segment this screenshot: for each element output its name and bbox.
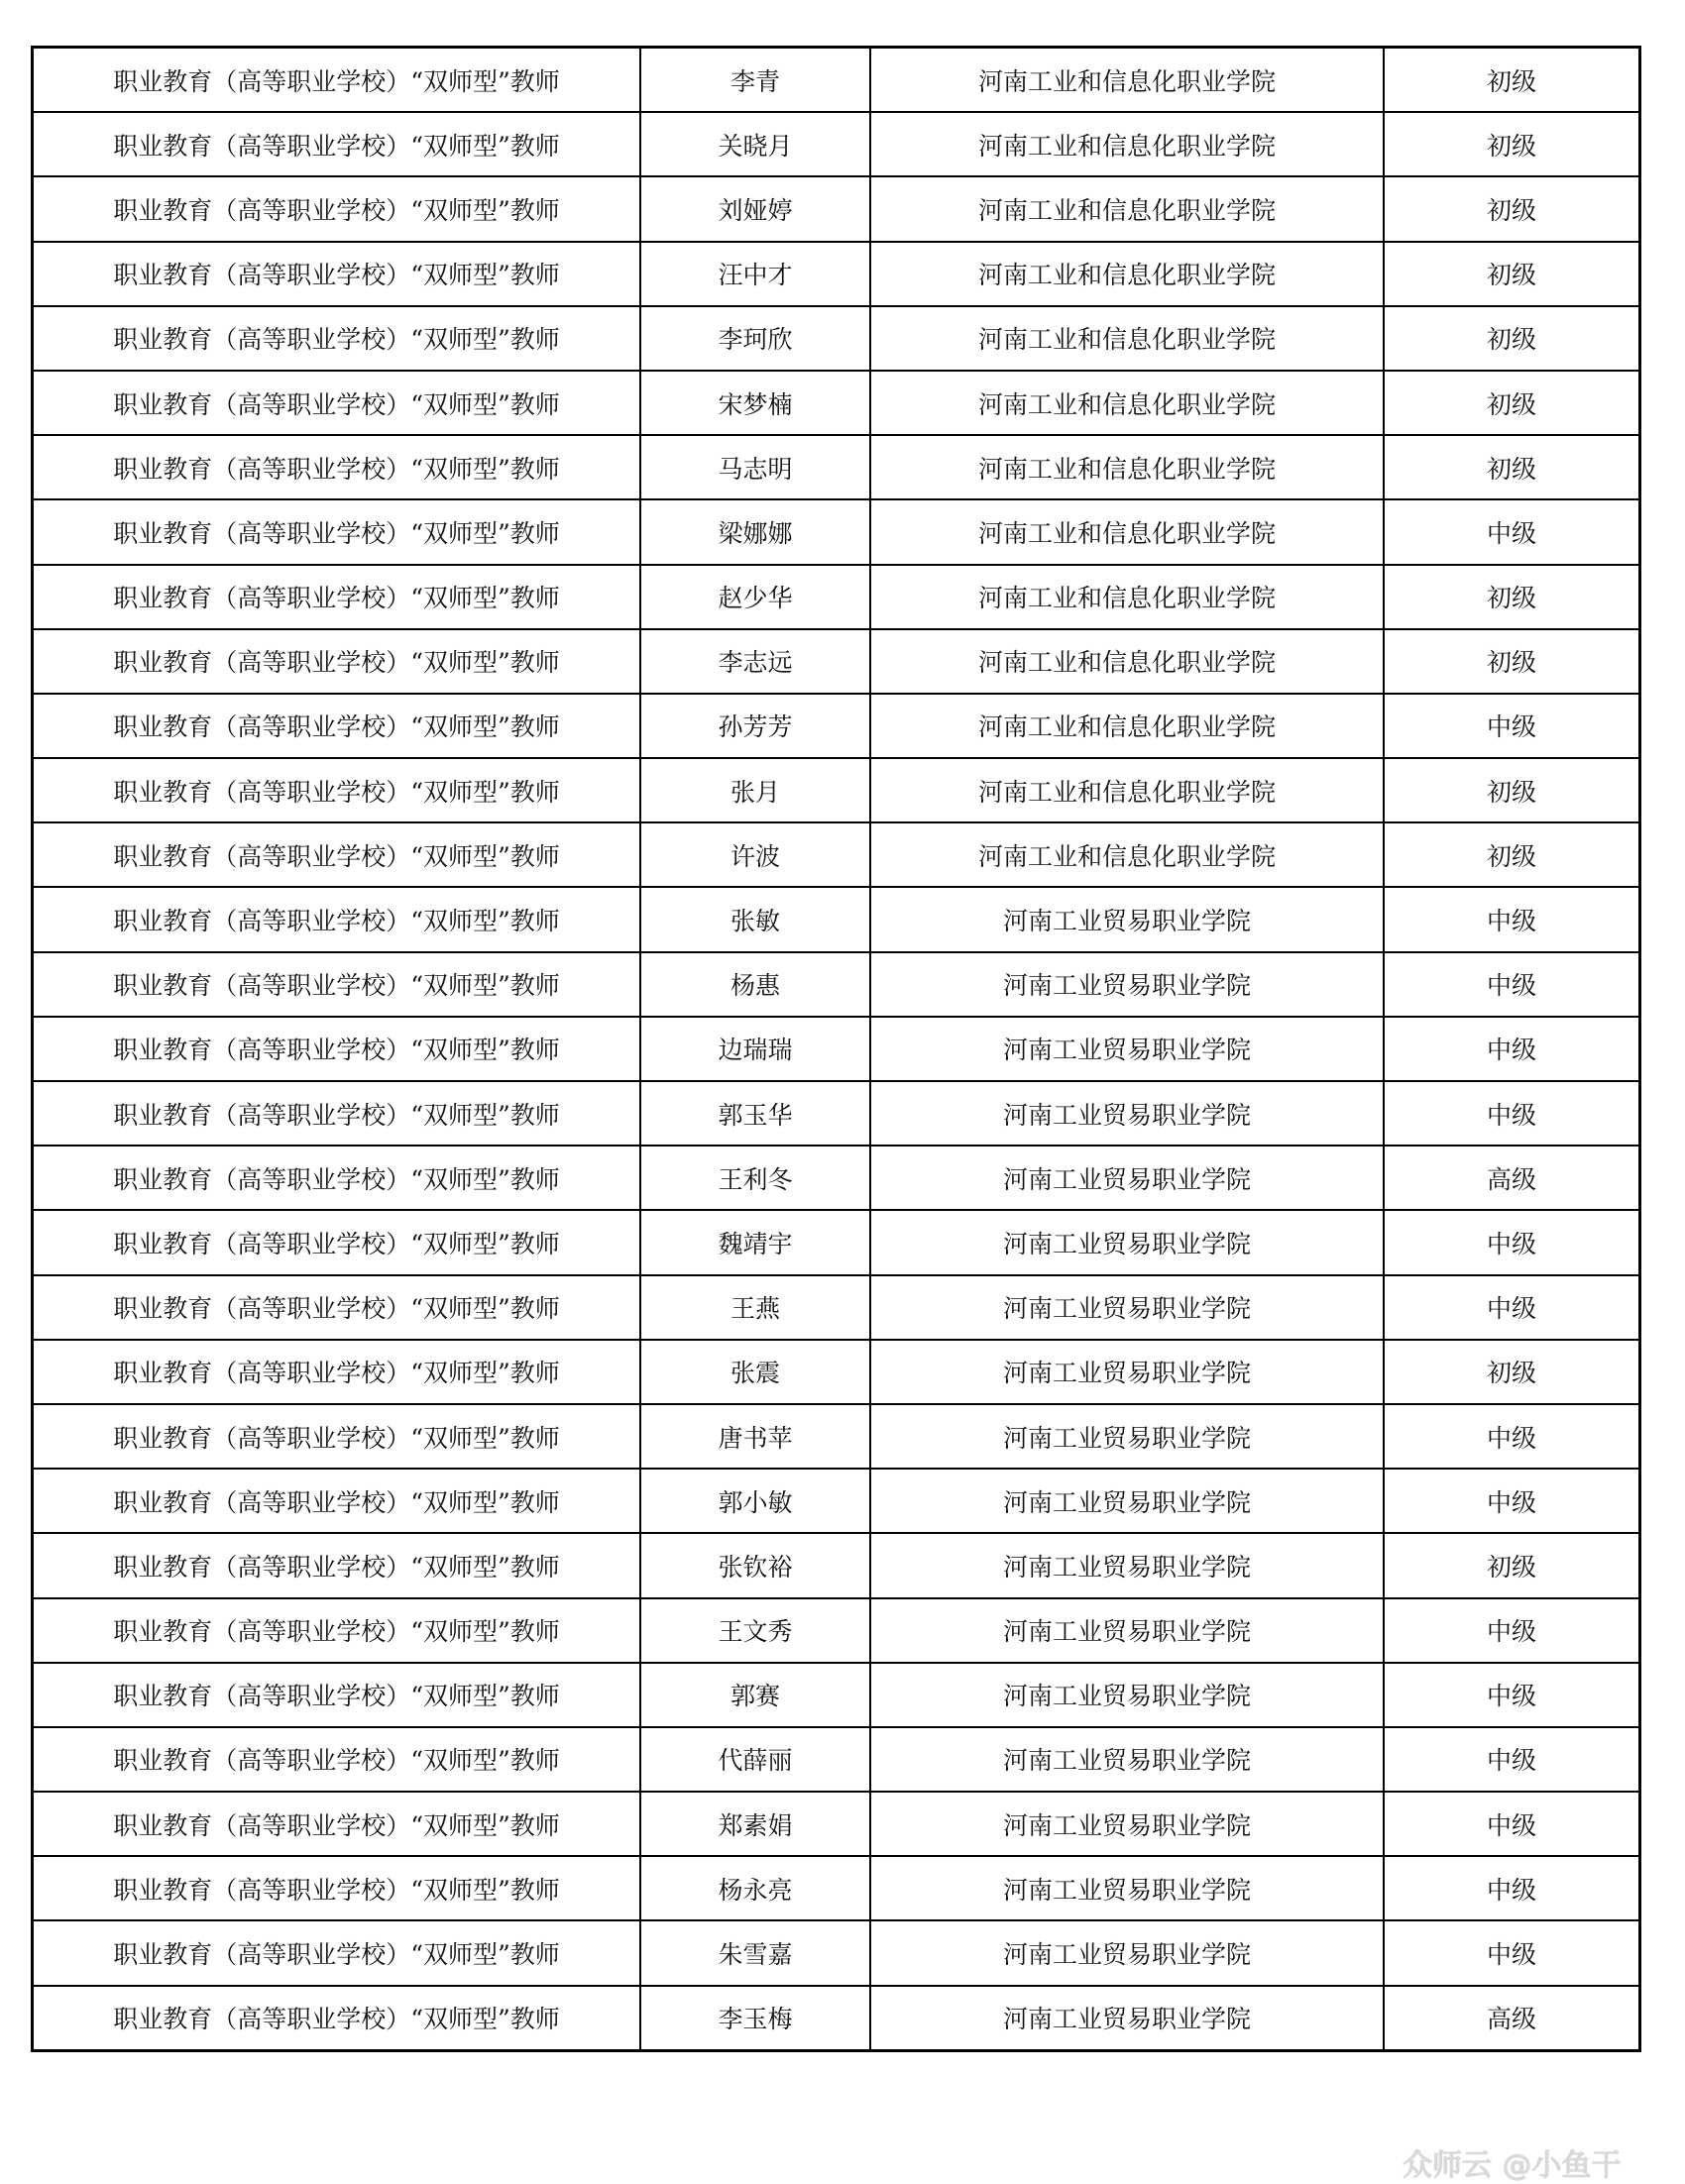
table-row: [33, 435, 1640, 499]
table-row: [33, 822, 1640, 887]
institution-cell: 河南工业贸易职业学院: [870, 1986, 1384, 2051]
table-row: [33, 1920, 1640, 1985]
table-row: [33, 1404, 1640, 1469]
category-cell: 职业教育（高等职业学校）“双师型”教师: [33, 242, 641, 306]
institution-cell: 河南工业贸易职业学院: [870, 952, 1384, 1017]
level-cell: 中级: [1384, 1598, 1640, 1663]
category-cell: 职业教育（高等职业学校）“双师型”教师: [33, 1533, 641, 1597]
category-cell: 职业教育（高等职业学校）“双师型”教师: [33, 1920, 641, 1985]
category-cell: 职业教育（高等职业学校）“双师型”教师: [33, 694, 641, 758]
institution-cell: 河南工业贸易职业学院: [870, 1792, 1384, 1856]
category-cell: 职业教育（高等职业学校）“双师型”教师: [33, 499, 641, 564]
level-cell: 初级: [1384, 565, 1640, 629]
institution-cell: 河南工业贸易职业学院: [870, 1663, 1384, 1727]
table-row: [33, 1017, 1640, 1081]
category-cell: 职业教育（高等职业学校）“双师型”教师: [33, 1663, 641, 1727]
table-body: [33, 48, 1640, 2051]
category-cell: 职业教育（高等职业学校）“双师型”教师: [33, 822, 641, 887]
table-row: [33, 887, 1640, 951]
table-row: [33, 758, 1640, 822]
category-cell: 职业教育（高等职业学校）“双师型”教师: [33, 306, 641, 371]
name-cell: 宋梦楠: [640, 371, 870, 435]
name-cell: 孙芳芳: [640, 694, 870, 758]
name-cell: 郭玉华: [640, 1081, 870, 1146]
institution-cell: 河南工业和信息化职业学院: [870, 306, 1384, 371]
table-row: [33, 176, 1640, 241]
institution-cell: 河南工业贸易职业学院: [870, 1275, 1384, 1340]
watermark: 众师云 @小鱼干: [1403, 2148, 1622, 2183]
institution-cell: 河南工业和信息化职业学院: [870, 499, 1384, 564]
table-row: [33, 499, 1640, 564]
table-row: [33, 1533, 1640, 1597]
category-cell: 职业教育（高等职业学校）“双师型”教师: [33, 629, 641, 694]
category-cell: 职业教育（高等职业学校）“双师型”教师: [33, 952, 641, 1017]
institution-cell: 河南工业和信息化职业学院: [870, 758, 1384, 822]
level-cell: 中级: [1384, 1663, 1640, 1727]
teacher-list-table: [31, 46, 1641, 2052]
level-cell: 初级: [1384, 1340, 1640, 1404]
level-cell: 初级: [1384, 629, 1640, 694]
institution-cell: 河南工业贸易职业学院: [870, 1533, 1384, 1597]
table-row: [33, 1663, 1640, 1727]
level-cell: 中级: [1384, 887, 1640, 951]
category-cell: 职业教育（高等职业学校）“双师型”教师: [33, 176, 641, 241]
table-row: [33, 1986, 1640, 2051]
name-cell: 李青: [640, 48, 870, 113]
name-cell: 郑素娟: [640, 1792, 870, 1856]
level-cell: 中级: [1384, 694, 1640, 758]
name-cell: 郭小敏: [640, 1469, 870, 1533]
table-row: [33, 242, 1640, 306]
category-cell: 职业教育（高等职业学校）“双师型”教师: [33, 112, 641, 176]
name-cell: 郭赛: [640, 1663, 870, 1727]
institution-cell: 河南工业贸易职业学院: [870, 1017, 1384, 1081]
table-row: [33, 1146, 1640, 1210]
level-cell: 初级: [1384, 822, 1640, 887]
table-row: [33, 306, 1640, 371]
table-row: [33, 112, 1640, 176]
level-cell: 高级: [1384, 1146, 1640, 1210]
category-cell: 职业教育（高等职业学校）“双师型”教师: [33, 1210, 641, 1274]
name-cell: 李玉梅: [640, 1986, 870, 2051]
category-cell: 职业教育（高等职业学校）“双师型”教师: [33, 1598, 641, 1663]
table-row: [33, 1210, 1640, 1274]
institution-cell: 河南工业和信息化职业学院: [870, 242, 1384, 306]
name-cell: 汪中才: [640, 242, 870, 306]
table-row: [33, 629, 1640, 694]
table-row: [33, 371, 1640, 435]
institution-cell: 河南工业和信息化职业学院: [870, 694, 1384, 758]
table-row: [33, 1469, 1640, 1533]
institution-cell: 河南工业贸易职业学院: [870, 1404, 1384, 1469]
institution-cell: 河南工业贸易职业学院: [870, 1469, 1384, 1533]
table-row: [33, 1275, 1640, 1340]
name-cell: 朱雪嘉: [640, 1920, 870, 1985]
category-cell: 职业教育（高等职业学校）“双师型”教师: [33, 1404, 641, 1469]
category-cell: 职业教育（高等职业学校）“双师型”教师: [33, 1081, 641, 1146]
level-cell: 初级: [1384, 758, 1640, 822]
table-row: [33, 1792, 1640, 1856]
name-cell: 王燕: [640, 1275, 870, 1340]
level-cell: 初级: [1384, 371, 1640, 435]
name-cell: 赵少华: [640, 565, 870, 629]
table-row: [33, 952, 1640, 1017]
institution-cell: 河南工业贸易职业学院: [870, 1210, 1384, 1274]
category-cell: 职业教育（高等职业学校）“双师型”教师: [33, 48, 641, 113]
name-cell: 张钦裕: [640, 1533, 870, 1597]
category-cell: 职业教育（高等职业学校）“双师型”教师: [33, 1792, 641, 1856]
level-cell: 初级: [1384, 435, 1640, 499]
institution-cell: 河南工业和信息化职业学院: [870, 112, 1384, 176]
institution-cell: 河南工业和信息化职业学院: [870, 435, 1384, 499]
table-row: [33, 48, 1640, 113]
level-cell: 中级: [1384, 1920, 1640, 1985]
name-cell: 许波: [640, 822, 870, 887]
institution-cell: 河南工业和信息化职业学院: [870, 48, 1384, 113]
institution-cell: 河南工业贸易职业学院: [870, 1081, 1384, 1146]
name-cell: 刘娅婷: [640, 176, 870, 241]
name-cell: 马志明: [640, 435, 870, 499]
level-cell: 中级: [1384, 499, 1640, 564]
table-row: [33, 694, 1640, 758]
table-row: [33, 1727, 1640, 1792]
category-cell: 职业教育（高等职业学校）“双师型”教师: [33, 887, 641, 951]
name-cell: 代薛丽: [640, 1727, 870, 1792]
name-cell: 关晓月: [640, 112, 870, 176]
institution-cell: 河南工业贸易职业学院: [870, 887, 1384, 951]
category-cell: 职业教育（高等职业学校）“双师型”教师: [33, 1275, 641, 1340]
category-cell: 职业教育（高等职业学校）“双师型”教师: [33, 1727, 641, 1792]
level-cell: 中级: [1384, 1275, 1640, 1340]
category-cell: 职业教育（高等职业学校）“双师型”教师: [33, 1017, 641, 1081]
level-cell: 中级: [1384, 1081, 1640, 1146]
level-cell: 初级: [1384, 112, 1640, 176]
name-cell: 张敏: [640, 887, 870, 951]
category-cell: 职业教育（高等职业学校）“双师型”教师: [33, 371, 641, 435]
category-cell: 职业教育（高等职业学校）“双师型”教师: [33, 565, 641, 629]
level-cell: 中级: [1384, 1469, 1640, 1533]
institution-cell: 河南工业贸易职业学院: [870, 1727, 1384, 1792]
institution-cell: 河南工业和信息化职业学院: [870, 822, 1384, 887]
institution-cell: 河南工业贸易职业学院: [870, 1920, 1384, 1985]
table-row: [33, 1598, 1640, 1663]
level-cell: 中级: [1384, 1017, 1640, 1081]
name-cell: 边瑞瑞: [640, 1017, 870, 1081]
level-cell: 中级: [1384, 1404, 1640, 1469]
institution-cell: 河南工业和信息化职业学院: [870, 565, 1384, 629]
name-cell: 李珂欣: [640, 306, 870, 371]
table-row: [33, 1081, 1640, 1146]
institution-cell: 河南工业贸易职业学院: [870, 1856, 1384, 1920]
name-cell: 张震: [640, 1340, 870, 1404]
name-cell: 唐书苹: [640, 1404, 870, 1469]
institution-cell: 河南工业贸易职业学院: [870, 1598, 1384, 1663]
level-cell: 中级: [1384, 1727, 1640, 1792]
institution-cell: 河南工业和信息化职业学院: [870, 629, 1384, 694]
name-cell: 王文秀: [640, 1598, 870, 1663]
name-cell: 梁娜娜: [640, 499, 870, 564]
category-cell: 职业教育（高等职业学校）“双师型”教师: [33, 1469, 641, 1533]
category-cell: 职业教育（高等职业学校）“双师型”教师: [33, 1856, 641, 1920]
table-row: [33, 1856, 1640, 1920]
level-cell: 初级: [1384, 176, 1640, 241]
category-cell: 职业教育（高等职业学校）“双师型”教师: [33, 1986, 641, 2051]
institution-cell: 河南工业和信息化职业学院: [870, 176, 1384, 241]
level-cell: 中级: [1384, 952, 1640, 1017]
category-cell: 职业教育（高等职业学校）“双师型”教师: [33, 758, 641, 822]
level-cell: 中级: [1384, 1792, 1640, 1856]
category-cell: 职业教育（高等职业学校）“双师型”教师: [33, 1146, 641, 1210]
level-cell: 初级: [1384, 242, 1640, 306]
level-cell: 中级: [1384, 1210, 1640, 1274]
institution-cell: 河南工业贸易职业学院: [870, 1146, 1384, 1210]
institution-cell: 河南工业贸易职业学院: [870, 1340, 1384, 1404]
level-cell: 初级: [1384, 1533, 1640, 1597]
institution-cell: 河南工业和信息化职业学院: [870, 371, 1384, 435]
category-cell: 职业教育（高等职业学校）“双师型”教师: [33, 435, 641, 499]
level-cell: 高级: [1384, 1986, 1640, 2051]
table-row: [33, 565, 1640, 629]
category-cell: 职业教育（高等职业学校）“双师型”教师: [33, 1340, 641, 1404]
name-cell: 王利冬: [640, 1146, 870, 1210]
level-cell: 初级: [1384, 48, 1640, 113]
name-cell: 张月: [640, 758, 870, 822]
table-row: [33, 1340, 1640, 1404]
name-cell: 杨永亮: [640, 1856, 870, 1920]
name-cell: 杨惠: [640, 952, 870, 1017]
name-cell: 魏靖宇: [640, 1210, 870, 1274]
level-cell: 初级: [1384, 306, 1640, 371]
name-cell: 李志远: [640, 629, 870, 694]
level-cell: 中级: [1384, 1856, 1640, 1920]
